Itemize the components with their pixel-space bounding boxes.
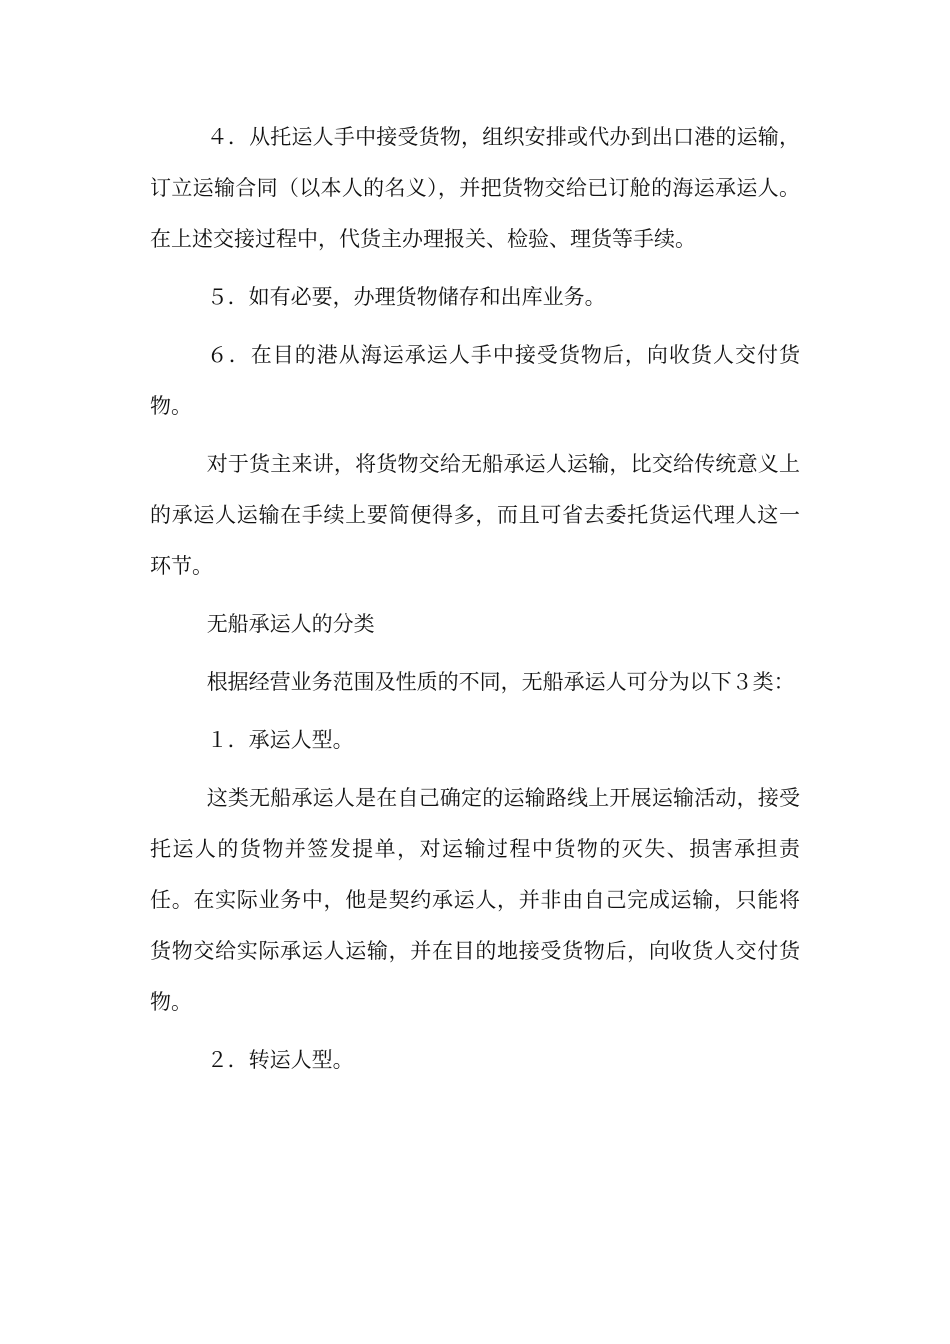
paragraph-intro: 根据经营业务范围及性质的不同，无船承运人可分为以下３类： — [206, 670, 795, 694]
section-heading: 无船承运人的分类 — [206, 612, 375, 636]
paragraph-item-6: ６．在目的港从海运承运人手中接受货物后，向收货人交付货物。 — [150, 343, 800, 418]
paragraph-type-1-description: 这类无船承运人是在自己确定的运输路线上开展运输活动，接受托运人的货物并签发提单，对运输过程中货物的灭失、损害承担责任。在实际业务中，他是契约承运人，并非由自己完成运输，只能将货物交给实际承运人运输，并在目的地接受货物后，向收货人交付货物。 — [150, 786, 800, 1014]
paragraph-item-4: ４．从托运人手中接受货物，组织安排或代办到出口港的运输，订立运输合同（以本人的名义），并把货物交给已订舱的海运承运人。在上述交接过程中，代货主办理报关、检验、理货等手续。 — [150, 125, 800, 251]
paragraph-summary: 对于货主来讲，将货物交给无船承运人运输，比交给传统意义上的承运人运输在手续上要简便得多，而且可省去委托货运代理人这一环节。 — [150, 452, 800, 578]
paragraph-item-5: ５．如有必要，办理货物储存和出库业务。 — [206, 285, 606, 309]
paragraph-type-1: １．承运人型。 — [206, 728, 354, 752]
paragraph-type-2: ２．转运人型。 — [206, 1048, 354, 1072]
document-body — [150, 112, 800, 1093]
